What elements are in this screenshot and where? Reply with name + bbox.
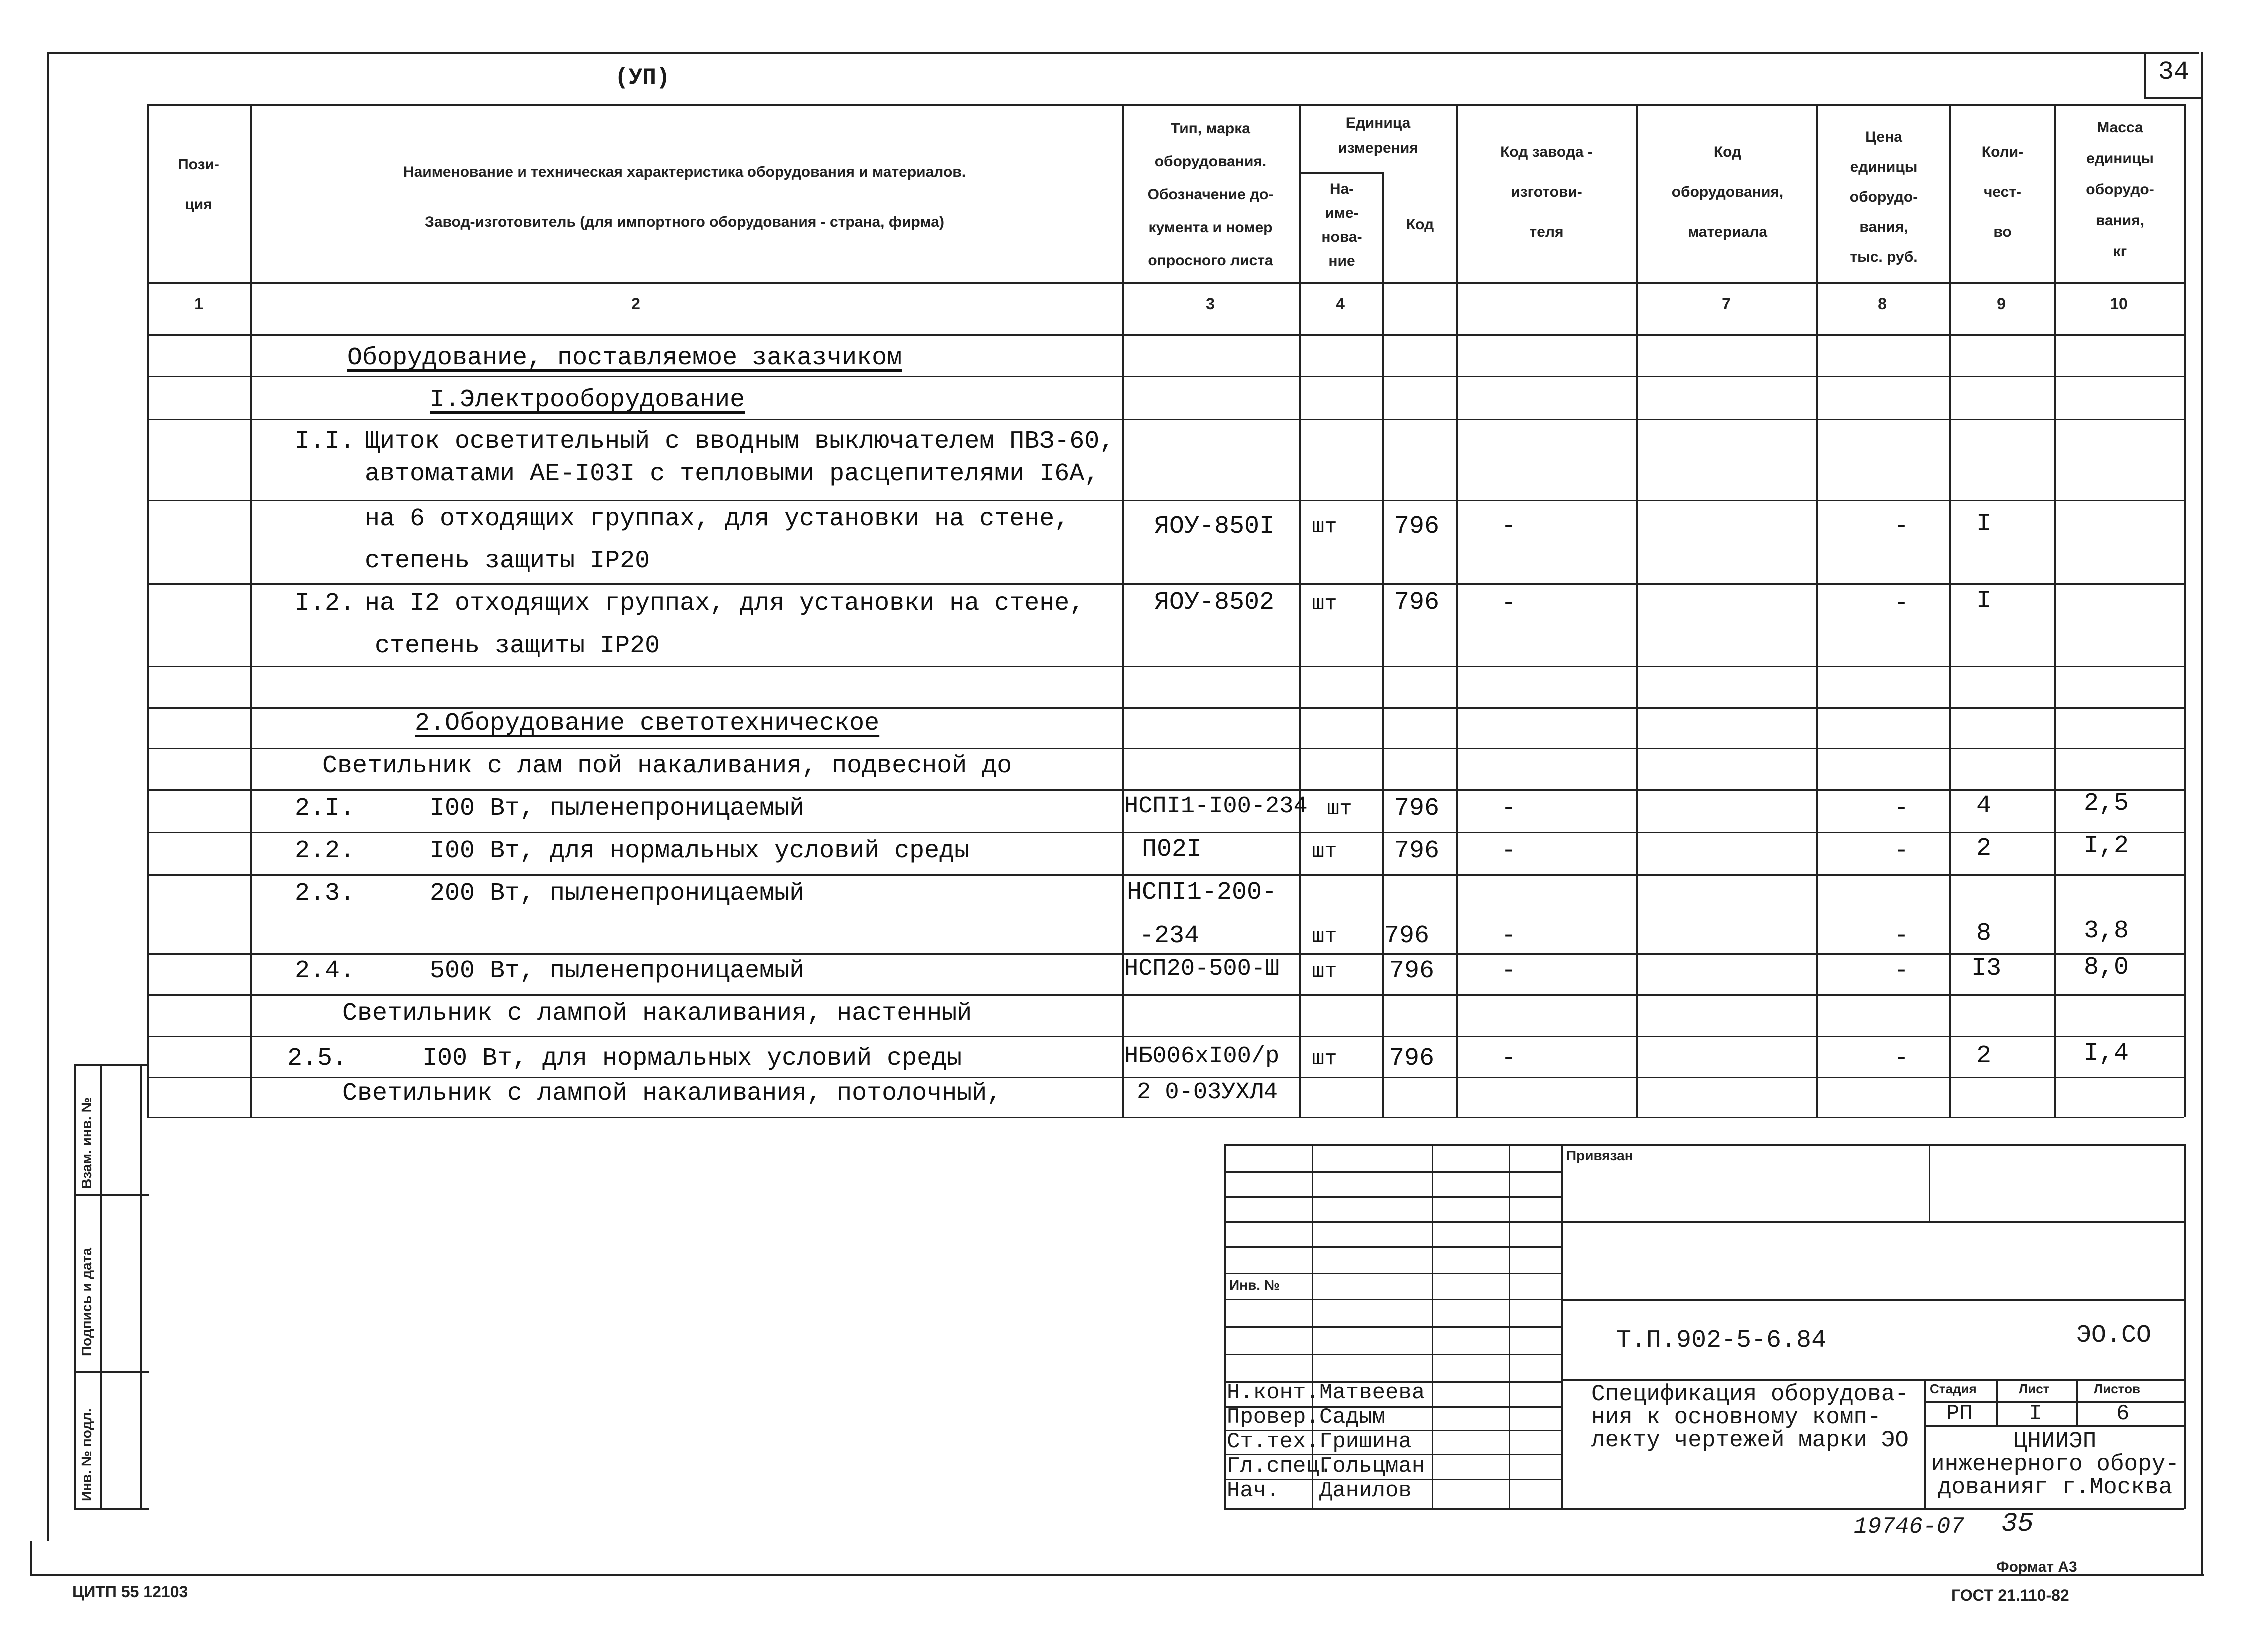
colnum-9: 9	[1997, 295, 2006, 313]
tb-inv-label: Инв. №	[1229, 1277, 1280, 1293]
col-line-10	[2184, 104, 2186, 1117]
frame-bottom	[30, 1574, 2204, 1576]
gost-label: ГОСТ 21.110-82	[1951, 1586, 2069, 1604]
row-code: 796	[1389, 1044, 1435, 1073]
row-type: -234	[1139, 922, 1200, 950]
section-mark: (УП)	[615, 65, 670, 91]
row-plant-code: -	[1501, 794, 1517, 823]
row-code: 796	[1389, 957, 1435, 985]
row-name: I00 Вт, для нормальных условий среды	[430, 837, 970, 865]
tb-stage-left	[1924, 1379, 1926, 1509]
row-unit: шт	[1327, 797, 1352, 821]
tb-stage-col	[2076, 1379, 2078, 1425]
row-name: Светильник с лам пой накаливания, подвесной до	[322, 752, 1012, 780]
row-position: 2.5.	[287, 1044, 348, 1073]
side-stamp-line	[74, 1508, 149, 1510]
subsection-heading: 2.Оборудование светотехническое	[415, 709, 880, 738]
row-name: 200 Вт, пыленепроницаемый	[430, 879, 805, 908]
side-stamp-line	[74, 1194, 149, 1196]
side-field-replace-inv: Взам. инв. №	[79, 1097, 94, 1189]
handwritten-number: 19746-07	[1854, 1514, 1964, 1540]
side-stamp-line	[140, 1064, 142, 1509]
tb-person: Матвеева	[1319, 1380, 1425, 1405]
header-mass: Масса единицы оборудо- вания, кг	[2086, 119, 2154, 260]
row-name: автоматами АЕ-I03I с тепловыми расцепителями I6А,	[365, 460, 1100, 488]
row-line	[147, 953, 2184, 955]
tb-right	[2184, 1144, 2186, 1509]
row-line	[147, 832, 2184, 833]
colnum-8: 8	[1878, 295, 1887, 313]
side-stamp-line	[74, 1064, 76, 1509]
col-line-2	[1122, 104, 1124, 1117]
col-line-4	[1382, 172, 1384, 1117]
row-position: I.I.	[295, 427, 355, 456]
row-name: Щиток осветительный с вводным выключателем ПВЗ-60,	[365, 427, 1115, 456]
row-type: 2 0-03УХЛ4	[1137, 1079, 1278, 1105]
tb-row	[1224, 1221, 1561, 1223]
row-unit: шт	[1312, 924, 1337, 948]
row-mass: 2,5	[2084, 789, 2129, 818]
tb-top	[1224, 1144, 2184, 1146]
row-line	[147, 666, 2184, 667]
row-line	[147, 707, 2184, 709]
handwritten-page: 35	[2001, 1509, 2034, 1539]
tb-title	[1591, 1383, 1909, 1452]
tb-code-top	[1561, 1299, 2184, 1301]
frame-left	[47, 52, 49, 1541]
tb-row	[1224, 1196, 1561, 1198]
tb-mark: ЭО.СО	[2076, 1321, 2152, 1350]
row-name: на I2 отходящих группах, для установки на стене,	[365, 589, 1085, 618]
header-qty: Коли- чест- во	[1981, 144, 2024, 240]
row-price: -	[1894, 957, 1909, 985]
row-qty: 2	[1976, 1042, 1992, 1070]
tb-role: Гл.спец.	[1227, 1454, 1333, 1479]
row-mass: I,2	[2084, 832, 2129, 860]
row-mass: 3,8	[2084, 917, 2129, 945]
row-price: -	[1894, 1044, 1909, 1073]
row-name: Светильник с лампой накаливания, настенный	[342, 999, 972, 1028]
row-qty: I	[1976, 587, 1992, 615]
colnum-7: 7	[1722, 295, 1731, 313]
sheet-box-bottom	[2144, 97, 2201, 99]
row-type: НБ006хI00/р	[1124, 1043, 1280, 1070]
header-unit-name: На- име- нова- ние	[1321, 181, 1362, 269]
footer-left: ЦИТП 55 12103	[72, 1583, 188, 1601]
tb-person: Гольцман	[1319, 1454, 1425, 1479]
row-name: I00 Вт, пыленепроницаемый	[430, 794, 805, 823]
tb-title-line: лекту чертежей марки ЭО	[1591, 1427, 1909, 1453]
row-name: Светильник с лампой накаливания, потолочный,	[342, 1079, 1002, 1107]
tb-doc-code: Т.П.902-5-6.84	[1616, 1326, 1827, 1355]
row-type: ЯОУ-850I	[1154, 512, 1275, 541]
tb-role: Провер.	[1227, 1405, 1319, 1430]
row-qty: I3	[1971, 954, 2002, 983]
row-mass: I,4	[2084, 1039, 2129, 1068]
row-code: 796	[1384, 922, 1430, 950]
tb-bound-label: Привязан	[1566, 1148, 1633, 1163]
tb-sheet-label: Лист	[2019, 1381, 2050, 1396]
header-equip-code: Код оборудования, материала	[1671, 144, 1784, 240]
tb-role: Ст.тех.	[1227, 1429, 1319, 1454]
row-price: -	[1894, 589, 1909, 618]
row-line	[147, 583, 2184, 585]
frame-right	[2201, 52, 2203, 1576]
tb-sheet: I	[2029, 1401, 2042, 1426]
tb-sheets-label: Листов	[2094, 1381, 2140, 1396]
tb-bound-bottom	[1561, 1221, 2184, 1223]
row-type: НСП20-500-Ш	[1124, 956, 1280, 982]
row-position: 2.4.	[295, 957, 355, 985]
col-line-8	[1949, 104, 1951, 1117]
colnum-10: 10	[2110, 295, 2128, 313]
row-unit: шт	[1312, 1047, 1337, 1071]
row-unit: шт	[1312, 839, 1337, 863]
row-price: -	[1894, 837, 1909, 865]
row-position: 2.2.	[295, 837, 355, 865]
header-type: Тип, марка оборудования. Обозначение до- кумента и номер опросного листа	[1147, 120, 1274, 269]
row-type: П02I	[1142, 835, 1202, 864]
unit-split-line	[1299, 172, 1382, 174]
colnum-1: 1	[194, 295, 203, 313]
row-price: -	[1894, 794, 1909, 823]
colnum-bottom-line	[147, 334, 2184, 336]
tb-org-line: инженерного обору-	[1931, 1451, 2179, 1477]
row-plant-code: -	[1501, 922, 1517, 950]
tb-org-line: ЦНИИЭП	[2013, 1428, 2097, 1454]
tb-title-line: ния к основному комп-	[1591, 1404, 1881, 1430]
row-line	[147, 376, 2184, 377]
header-unit-code: Код	[1406, 216, 1434, 233]
tb-stage-label: Стадия	[1930, 1381, 1977, 1396]
header-position: Пози- ция	[178, 156, 219, 213]
sheet-number: 34	[2158, 57, 2190, 87]
row-name: степень защиты IP20	[365, 547, 650, 575]
row-line	[147, 874, 2184, 876]
sheet-box-left	[2144, 52, 2146, 97]
row-code: 796	[1394, 794, 1440, 823]
row-line	[147, 789, 2184, 791]
row-price: -	[1894, 512, 1909, 541]
colnum-4: 4	[1336, 295, 1345, 313]
tb-role: Н.конт.	[1227, 1380, 1319, 1405]
row-line	[147, 748, 2184, 749]
row-qty: 8	[1976, 919, 1992, 948]
frame-top	[47, 52, 2199, 54]
col-line-9	[2054, 104, 2056, 1117]
colnum-3: 3	[1206, 295, 1215, 313]
header-bottom-line	[147, 282, 2184, 284]
row-unit: шт	[1312, 959, 1337, 983]
row-mass: 8,0	[2084, 953, 2129, 982]
tb-row	[1224, 1354, 1561, 1355]
frame-left-low	[30, 1541, 32, 1574]
row-position: I.2.	[295, 589, 355, 618]
tb-title-line: Спецификация оборудова-	[1591, 1381, 1909, 1407]
col-line-0	[147, 104, 149, 1117]
row-code: 796	[1394, 837, 1440, 865]
side-stamp-line	[100, 1064, 102, 1509]
row-position: 2.I.	[295, 794, 355, 823]
col-line-3	[1299, 104, 1301, 1117]
row-price: -	[1894, 922, 1909, 950]
row-name: степень защиты IP20	[375, 632, 660, 660]
row-line	[147, 994, 2184, 996]
row-type: НСПI1-I00-234	[1124, 793, 1308, 820]
row-code: 796	[1394, 512, 1440, 541]
header-unit: Единица измерения	[1338, 115, 1418, 156]
row-plant-code: -	[1501, 837, 1517, 865]
row-name: I00 Вт, для нормальных условий среды	[422, 1044, 962, 1073]
tb-organization	[1929, 1430, 2181, 1499]
row-type: НСПI1-200-	[1127, 878, 1277, 907]
tb-row	[1224, 1246, 1561, 1248]
tb-row	[1224, 1273, 1561, 1274]
col-line-5	[1456, 104, 1458, 1117]
tb-person: Данилов	[1319, 1478, 1412, 1503]
side-field-inv-orig: Инв. № подл.	[79, 1408, 94, 1501]
tb-people-roles	[1227, 1381, 1332, 1503]
tb-row	[1224, 1326, 1561, 1328]
row-line	[147, 1036, 2184, 1037]
row-plant-code: -	[1501, 512, 1517, 541]
tb-person: Садым	[1319, 1405, 1386, 1430]
row-line	[147, 500, 2184, 501]
tb-sheets: 6	[2116, 1401, 2130, 1426]
tb-bound-split	[1929, 1144, 1930, 1221]
row-name: 500 Вт, пыленепроницаемый	[430, 957, 805, 985]
tb-stage: РП	[1946, 1401, 1973, 1426]
tb-code-bottom	[1561, 1379, 2184, 1381]
tb-role: Нач.	[1227, 1478, 1280, 1503]
tb-bottom	[1224, 1508, 2184, 1510]
tb-col	[1561, 1144, 1563, 1509]
tb-person: Гришина	[1319, 1429, 1412, 1454]
row-code: 796	[1394, 588, 1440, 617]
row-name: на 6 отходящих группах, для установки на стене,	[365, 505, 1070, 533]
col-line-1	[250, 104, 252, 1117]
row-qty: 2	[1976, 834, 1992, 863]
tb-stage-col	[1996, 1379, 1998, 1425]
header-price: Цена единицы оборудо- вания, тыс. руб.	[1849, 129, 1918, 265]
row-qty: I	[1976, 510, 1992, 538]
side-stamp-line	[74, 1064, 149, 1066]
tb-people-names	[1319, 1381, 1425, 1503]
row-plant-code: -	[1501, 957, 1517, 985]
row-type: ЯОУ-8502	[1154, 588, 1275, 617]
side-field-signature-date: Подпись и дата	[79, 1248, 94, 1356]
tb-row	[1224, 1171, 1561, 1173]
row-line	[147, 1077, 2184, 1078]
row-line	[147, 1117, 2184, 1118]
col-line-7	[1816, 104, 1818, 1117]
tb-row	[1224, 1299, 1561, 1300]
row-position: 2.3.	[295, 879, 355, 908]
col-line-6	[1636, 104, 1638, 1117]
row-unit: шт	[1312, 592, 1337, 616]
format-label: Формат А3	[1996, 1559, 2077, 1575]
subsection-heading: I.Электрооборудование	[430, 386, 745, 414]
colnum-2: 2	[631, 295, 640, 313]
tb-org-line: дованияг г.Москва	[1937, 1474, 2173, 1500]
header-plant-code: Код завода - изготови- теля	[1500, 144, 1593, 240]
row-plant-code: -	[1501, 589, 1517, 618]
side-stamp-line	[74, 1371, 149, 1373]
section-heading: Оборудование, поставляемое заказчиком	[347, 344, 902, 372]
row-unit: шт	[1312, 515, 1337, 539]
table-top-line	[147, 104, 2184, 106]
row-line	[147, 419, 2184, 420]
header-name: Наименование и техническая характеристика оборудования и материалов. Завод-изготовитель (для импортного оборудования - страна, фирма)	[403, 164, 966, 230]
row-plant-code: -	[1501, 1044, 1517, 1073]
row-qty: 4	[1976, 792, 1992, 820]
